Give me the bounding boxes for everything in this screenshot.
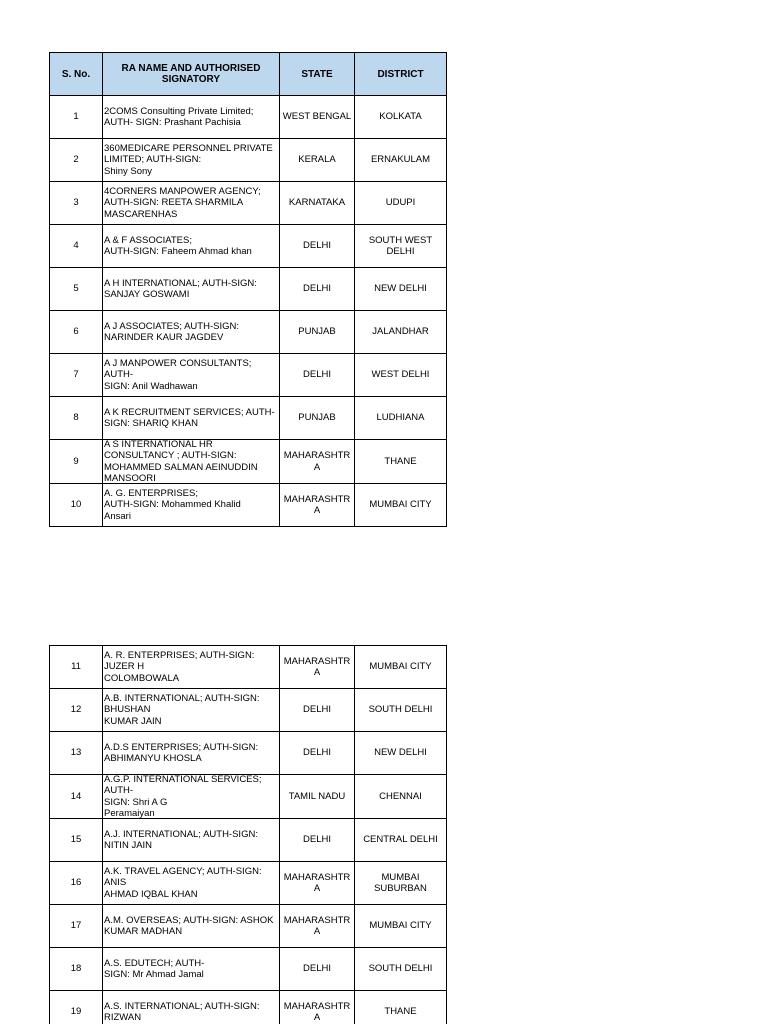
- cell-ra-name: [103, 225, 280, 268]
- table-row: [50, 440, 447, 484]
- cell-ra-name-text: A.K. TRAVEL AGENCY; AUTH-SIGN: ANIS AHMAD IQBAL KHAN: [104, 865, 262, 900]
- cell-sno: [50, 819, 103, 862]
- cell-sno-text: 3: [73, 197, 79, 209]
- cell-sno: [50, 646, 103, 689]
- cell-ra-name-text: A.J. INTERNATIONAL; AUTH-SIGN: NITIN JAIN: [104, 828, 258, 851]
- cell-ra-name: [103, 732, 280, 775]
- table-row: [50, 948, 447, 991]
- cell-district: [355, 819, 447, 862]
- cell-district-text: CENTRAL DELHI: [363, 834, 438, 846]
- cell-ra-name: [103, 819, 280, 862]
- cell-state: [280, 646, 355, 689]
- cell-sno-text: 19: [70, 1006, 82, 1018]
- cell-district: [355, 440, 447, 484]
- cell-sno-text: 9: [73, 455, 79, 467]
- cell-district: [355, 397, 447, 440]
- cell-sno-text: 18: [70, 963, 82, 975]
- cell-sno-text: 2: [73, 154, 79, 166]
- cell-ra-name: [103, 354, 280, 397]
- cell-ra-name-text: 2COMS Consulting Private Limited; AUTH- SIGN: Prashant Pachisia: [104, 105, 254, 128]
- cell-state: [280, 775, 355, 819]
- cell-state-text: MAHARASHTR A: [283, 871, 351, 894]
- cell-state: [280, 354, 355, 397]
- cell-sno-text: 13: [70, 747, 82, 759]
- cell-district-text: SOUTH WEST DELHI: [368, 234, 433, 257]
- cell-ra-name: [103, 646, 280, 689]
- cell-ra-name: [103, 182, 280, 225]
- cell-sno-text: 8: [73, 412, 79, 424]
- cell-state: [280, 225, 355, 268]
- cell-district-text: MUMBAI CITY: [369, 920, 432, 932]
- cell-district: [355, 484, 447, 527]
- cell-sno: [50, 354, 103, 397]
- table-row: [50, 732, 447, 775]
- cell-state-text: MAHARASHTR A: [283, 450, 351, 473]
- cell-district: [355, 732, 447, 775]
- cell-sno-text: 1: [73, 111, 79, 123]
- cell-district: [355, 948, 447, 991]
- cell-ra-name-text: A J ASSOCIATES; AUTH-SIGN: NARINDER KAUR JAGDEV: [104, 320, 239, 343]
- cell-sno: [50, 775, 103, 819]
- cell-state-text: DELHI: [303, 747, 331, 759]
- cell-district-text: MUMBAI CITY: [369, 661, 432, 673]
- cell-ra-name-text: A H INTERNATIONAL; AUTH-SIGN: SANJAY GOSWAMI: [104, 277, 257, 300]
- cell-district: [355, 991, 447, 1024]
- cell-state-text: DELHI: [303, 963, 331, 975]
- cell-district-text: THANE: [384, 1006, 417, 1018]
- cell-ra-name: [103, 775, 280, 819]
- cell-district-text: UDUPI: [385, 197, 416, 209]
- cell-ra-name: [103, 484, 280, 527]
- cell-district: [355, 775, 447, 819]
- cell-sno-text: 12: [70, 704, 82, 716]
- header-state: STATE: [280, 53, 355, 96]
- cell-sno: [50, 268, 103, 311]
- cell-sno: [50, 732, 103, 775]
- cell-district-text: CHENNAI: [379, 790, 422, 802]
- cell-state-text: DELHI: [303, 369, 331, 381]
- cell-sno-text: 7: [73, 369, 79, 381]
- cell-sno-text: 4: [73, 240, 79, 252]
- cell-state: [280, 484, 355, 527]
- cell-state: [280, 819, 355, 862]
- cell-ra-name-text: A. G. ENTERPRISES; AUTH-SIGN: Mohammed Khalid Ansari: [104, 487, 241, 522]
- cell-state: [280, 311, 355, 354]
- cell-sno: [50, 689, 103, 732]
- header-sno: S. No.: [50, 53, 103, 96]
- cell-ra-name: [103, 96, 280, 139]
- cell-sno-text: 15: [70, 834, 82, 846]
- cell-state: [280, 948, 355, 991]
- cell-sno: [50, 862, 103, 905]
- cell-state: [280, 991, 355, 1024]
- cell-ra-name-text: A.B. INTERNATIONAL; AUTH-SIGN: BHUSHAN KUMAR JAIN: [104, 692, 260, 727]
- table-row: [50, 484, 447, 527]
- cell-state-text: DELHI: [303, 240, 331, 252]
- cell-ra-name-text: A.M. OVERSEAS; AUTH-SIGN: ASHOK KUMAR MADHAN: [104, 914, 274, 937]
- table-row: [50, 354, 447, 397]
- cell-ra-name: [103, 268, 280, 311]
- cell-ra-name-text: A.D.S ENTERPRISES; AUTH-SIGN: ABHIMANYU KHOSLA: [104, 741, 259, 764]
- cell-state-text: KERALA: [298, 154, 336, 166]
- cell-district: [355, 905, 447, 948]
- cell-state: [280, 397, 355, 440]
- cell-sno-text: 14: [70, 790, 82, 802]
- cell-state-text: DELHI: [303, 834, 331, 846]
- cell-district-text: LUDHIANA: [376, 412, 425, 424]
- cell-district-text: SOUTH DELHI: [368, 963, 433, 975]
- cell-district-text: NEW DELHI: [374, 747, 427, 759]
- cell-district-text: WEST DELHI: [371, 369, 430, 381]
- cell-sno: [50, 225, 103, 268]
- cell-district: [355, 182, 447, 225]
- cell-state-text: MAHARASHTR A: [283, 914, 351, 937]
- cell-state-text: TAMIL NADU: [288, 790, 346, 802]
- ra-table-2: [49, 645, 447, 1024]
- cell-sno: [50, 96, 103, 139]
- cell-sno: [50, 905, 103, 948]
- cell-district: [355, 689, 447, 732]
- cell-ra-name-text: A.S. EDUTECH; AUTH- SIGN: Mr Ahmad Jamal: [104, 957, 205, 980]
- cell-state-text: WEST BENGAL: [282, 111, 352, 123]
- cell-ra-name-text: A.G.P. INTERNATIONAL SERVICES; AUTH- SIGN: Shri A G Peramaiyan: [104, 775, 262, 818]
- cell-district-text: THANE: [384, 455, 417, 467]
- cell-state: [280, 440, 355, 484]
- cell-district-text: MUMBAI CITY: [369, 499, 432, 511]
- cell-ra-name-text: A K RECRUITMENT SERVICES; AUTH- SIGN: SHARIQ KHAN: [104, 406, 275, 429]
- table-header-row: [50, 53, 447, 96]
- cell-sno: [50, 440, 103, 484]
- table-row: [50, 905, 447, 948]
- cell-ra-name: [103, 991, 280, 1024]
- cell-district-text: ERNAKULAM: [370, 154, 431, 166]
- cell-state: [280, 268, 355, 311]
- cell-sno: [50, 311, 103, 354]
- cell-sno: [50, 182, 103, 225]
- cell-sno-text: 11: [71, 661, 81, 673]
- cell-district-text: MUMBAI SUBURBAN: [374, 871, 427, 894]
- cell-sno: [50, 948, 103, 991]
- cell-sno-text: 17: [70, 920, 82, 932]
- cell-sno: [50, 484, 103, 527]
- cell-ra-name: [103, 139, 280, 182]
- cell-state: [280, 905, 355, 948]
- header-district: DISTRICT: [355, 53, 447, 96]
- table-row: [50, 991, 447, 1024]
- table-row: [50, 311, 447, 354]
- cell-sno: [50, 139, 103, 182]
- cell-ra-name-text: 360MEDICARE PERSONNEL PRIVATE LIMITED; AUTH-SIGN: Shiny Sony: [104, 142, 273, 177]
- cell-state: [280, 182, 355, 225]
- table-row: [50, 182, 447, 225]
- cell-state: [280, 732, 355, 775]
- cell-ra-name-text: A & F ASSOCIATES; AUTH-SIGN: Faheem Ahmad khan: [104, 234, 252, 257]
- header-ra-name: RA NAME AND AUTHORISED SIGNATORY: [103, 53, 280, 96]
- cell-district: [355, 646, 447, 689]
- cell-state: [280, 689, 355, 732]
- cell-sno: [50, 397, 103, 440]
- cell-district-text: NEW DELHI: [374, 283, 427, 295]
- cell-sno-text: 5: [73, 283, 79, 295]
- table-row: [50, 819, 447, 862]
- cell-district: [355, 139, 447, 182]
- cell-ra-name-text: A.S. INTERNATIONAL; AUTH-SIGN: RIZWAN: [104, 1000, 260, 1023]
- cell-ra-name: [103, 440, 280, 484]
- cell-district-text: KOLKATA: [379, 111, 422, 123]
- cell-state-text: KARNATAKA: [288, 197, 346, 209]
- cell-sno-text: 6: [73, 326, 79, 338]
- cell-state-text: MAHARASHTR A: [283, 655, 351, 678]
- ra-table-1: [49, 52, 447, 527]
- table-row: [50, 139, 447, 182]
- cell-state: [280, 96, 355, 139]
- table-row: [50, 96, 447, 139]
- cell-sno: [50, 991, 103, 1024]
- cell-state-text: DELHI: [303, 704, 331, 716]
- cell-district-text: SOUTH DELHI: [368, 704, 433, 716]
- table-row: [50, 862, 447, 905]
- cell-district: [355, 96, 447, 139]
- table-row: [50, 397, 447, 440]
- cell-ra-name-text: A J MANPOWER CONSULTANTS; AUTH- SIGN: Anil Wadhawan: [104, 357, 252, 392]
- table-row: [50, 268, 447, 311]
- cell-ra-name-text: A S INTERNATIONAL HR CONSULTANCY ; AUTH-SIGN: MOHAMMED SALMAN AEINUDDIN MANSOORI: [104, 440, 258, 483]
- cell-state: [280, 862, 355, 905]
- cell-district-text: JALANDHAR: [372, 326, 429, 338]
- cell-sno-text: 10: [70, 499, 82, 511]
- table-row: [50, 689, 447, 732]
- cell-ra-name: [103, 862, 280, 905]
- cell-ra-name: [103, 689, 280, 732]
- cell-state-text: MAHARASHTR A: [283, 1000, 351, 1023]
- cell-district: [355, 862, 447, 905]
- cell-sno-text: 16: [70, 877, 82, 889]
- ra-table-2-body: [50, 646, 447, 1024]
- cell-state-text: MAHARASHTR A: [283, 493, 351, 516]
- table-row: [50, 225, 447, 268]
- cell-ra-name: [103, 948, 280, 991]
- cell-state: [280, 139, 355, 182]
- cell-ra-name: [103, 311, 280, 354]
- cell-state-text: PUNJAB: [298, 412, 336, 424]
- cell-state-text: DELHI: [303, 283, 331, 295]
- cell-ra-name-text: 4CORNERS MANPOWER AGENCY; AUTH-SIGN: REETA SHARMILA MASCARENHAS: [104, 185, 261, 220]
- ra-table-1-body: [50, 96, 447, 527]
- table-row: [50, 646, 447, 689]
- cell-ra-name: [103, 905, 280, 948]
- cell-ra-name-text: A. R. ENTERPRISES; AUTH-SIGN: JUZER H COLOMBOWALA: [104, 649, 255, 684]
- table-row: [50, 775, 447, 819]
- cell-ra-name: [103, 397, 280, 440]
- cell-state-text: PUNJAB: [298, 326, 336, 338]
- cell-district: [355, 354, 447, 397]
- cell-district: [355, 225, 447, 268]
- cell-district: [355, 268, 447, 311]
- cell-district: [355, 311, 447, 354]
